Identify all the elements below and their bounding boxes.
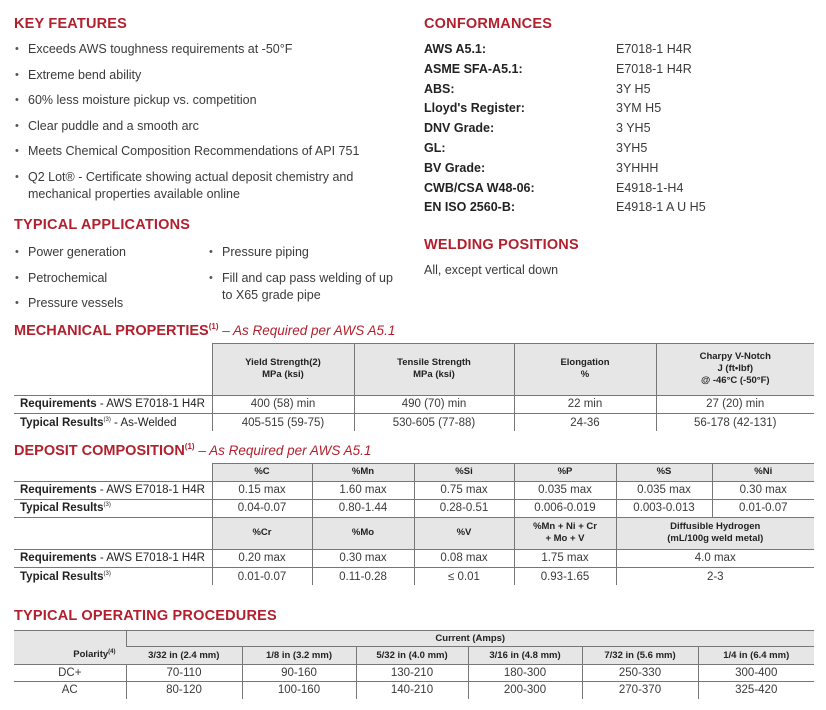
conformance-standard: BV Grade: <box>424 160 486 175</box>
conformance-value: 3 YH5 <box>616 121 651 136</box>
current-cell: 70-110 <box>126 665 242 682</box>
conformance-value: 3YH5 <box>616 140 648 155</box>
operating-procedures-title: TYPICAL OPERATING PROCEDURES <box>14 608 277 624</box>
current-cell: 325-420 <box>698 682 814 699</box>
conformance-row <box>424 179 814 199</box>
current-cell: 200-300 <box>468 682 582 699</box>
list-item: • 60% less moisture pickup vs. competition <box>14 92 414 109</box>
typical-applications-title: TYPICAL APPLICATIONS <box>14 217 191 233</box>
conformance-row <box>424 40 814 60</box>
conformance-standard: GL: <box>424 140 446 155</box>
key-features-section <box>14 16 414 211</box>
table-row: Typical Results$^{(3)}$ - As-Welded 405-515 (59-75) 530-605 (77-88) 24-36 56-178 (42-131) <box>14 413 814 431</box>
list-item: • Power generation <box>14 244 208 261</box>
current-cell: 100-160 <box>242 682 356 699</box>
operating-procedures-table: Polarity$^{(4)}$ Current (Amps) 3/32 in (2.4 mm) 1/8 in (3.2 mm) 5/32 in (4.0 mm) 3/16 in (4.8 mm) 7/32 in (5.6 mm) 1/4 in (6.4 mm) DC+ 70-110 90-160 130-210 180-300 250-330 300-400 AC 80-120 100-160 140-210 200-300 270-370 325-420 <box>14 630 814 699</box>
conformance-row <box>424 139 814 159</box>
column-header: 5/32 in (4.0 mm) <box>356 647 468 665</box>
conformances-title: CONFORMANCES <box>424 16 553 32</box>
deposit-composition-section <box>14 442 814 585</box>
table-row: Requirements - AWS E7018-1 H4R 0.15 max 1.60 max 0.75 max 0.035 max 0.035 max 0.30 max <box>14 481 814 499</box>
list-item: • Exceeds AWS toughness requirements at -50°F <box>14 41 414 58</box>
current-cell: 250-330 <box>582 665 698 682</box>
list-item: • Extreme bend ability <box>14 67 414 84</box>
table-row: Requirements - AWS E7018-1 H4R 0.20 max 0.30 max 0.08 max 1.75 max 4.0 max <box>14 549 814 567</box>
deposit-composition-title: DEPOSIT COMPOSITION$^{(1)}$ – As Required per AWS A5.1 <box>14 442 372 459</box>
column-header: Diffusible Hydrogen (mL/100g weld metal) <box>616 517 814 549</box>
list-item: • Q2 Lot® - Certificate showing actual deposit chemistry and mechanical properties available online <box>14 169 414 203</box>
current-cell: 80-120 <box>126 682 242 699</box>
column-header: Charpy V-Notch J (ft•lbf) @ -46°C (-50°F) <box>656 343 814 395</box>
list-item: • Pressure vessels <box>14 295 208 312</box>
current-cell: 140-210 <box>356 682 468 699</box>
column-header: %Mn + Ni + Cr + Mo + V <box>514 517 616 549</box>
column-header: 1/8 in (3.2 mm) <box>242 647 356 665</box>
mechanical-properties-section <box>14 322 814 431</box>
conformance-row <box>424 80 814 100</box>
table-row <box>14 682 814 699</box>
current-cell: 130-210 <box>356 665 468 682</box>
conformance-standard: EN ISO 2560-B: <box>424 200 516 215</box>
conformance-value: E7018-1 H4R <box>616 42 692 56</box>
current-cell: 270-370 <box>582 682 698 699</box>
conformance-value: 3YM H5 <box>616 101 662 116</box>
conformance-value: E4918-1 A U H5 <box>616 200 706 215</box>
conformances-list <box>424 40 814 218</box>
table-row: Requirements - AWS E7018-1 H4R 400 (58) min 490 (70) min 22 min 27 (20) min <box>14 395 814 413</box>
welding-positions-text: All, except vertical down <box>424 263 559 277</box>
operating-procedures-section <box>14 608 814 699</box>
welding-positions-title: WELDING POSITIONS <box>424 237 579 253</box>
typical-applications-section <box>14 217 414 321</box>
list-item: • Fill and cap pass welding of up to X65 grade pipe <box>208 270 398 304</box>
mechanical-properties-title: MECHANICAL PROPERTIES$^{(1)}$ – As Required per AWS A5.1 <box>14 322 396 339</box>
column-header: Tensile Strength MPa (ksi) <box>354 343 514 395</box>
table-row: Typical Results$^{(3)}$ 0.01-0.07 0.11-0.28 ≤ 0.01 0.93-1.65 2-3 <box>14 567 814 585</box>
column-header: 7/32 in (5.6 mm) <box>582 647 698 665</box>
conformance-standard: Lloyd's Register: <box>424 101 525 116</box>
current-cell: 90-160 <box>242 665 356 682</box>
mechanical-properties-table <box>14 343 814 432</box>
welding-positions-section <box>424 237 814 277</box>
conformance-value: 3YHHH <box>616 160 659 175</box>
key-features-list <box>14 41 414 203</box>
polarity-cell: DC+ <box>14 665 126 682</box>
column-header: 3/16 in (4.8 mm) <box>468 647 582 665</box>
list-item: • Meets Chemical Composition Recommendations of API 751 <box>14 143 414 160</box>
conformance-standard: CWB/CSA W48-06: <box>424 180 535 195</box>
column-header: Elongation % <box>514 343 656 395</box>
deposit-composition-table: %C %Mn %Si %P %S %Ni Requirements - AWS E7018-1 H4R 0.15 max 1.60 max 0.75 max 0.035 max 0.035 max 0.30 max Typical Results$^{(3)}$ 0.04-0.07 0.80-1.44 0.28-0.51 0.006-0.019 0.003-0.013 0.01-0.07 %Cr %Mo %V %Mn + Ni + Cr + Mo + V Diffusible Hydrogen (mL/100g weld metal) Requirements - AWS E7018-1 H4R 0.20 max 0.30 max 0.08 max 1.75 max 4.0 max Typical Results$^{(3)}$ 0.01-0.07 0.11-0.28 ≤ 0.01 0.93-1.65 2-3 <box>14 463 814 586</box>
table-row <box>14 665 814 682</box>
key-features-title: KEY FEATURES <box>14 16 128 32</box>
conformance-standard: ASME SFA-A5.1: <box>424 61 523 76</box>
conformance-row <box>424 60 814 80</box>
current-cell: 300-400 <box>698 665 814 682</box>
list-item: • Pressure piping <box>208 244 398 261</box>
conformance-row <box>424 198 814 218</box>
current-cell: 180-300 <box>468 665 582 682</box>
table-row: Typical Results$^{(3)}$ 0.04-0.07 0.80-1.44 0.28-0.51 0.006-0.019 0.003-0.013 0.01-0.07 <box>14 499 814 517</box>
list-item: • Petrochemical <box>14 270 208 287</box>
conformance-standard: ABS: <box>424 81 455 96</box>
conformance-value: E7018-1 H4R <box>616 61 692 76</box>
conformance-row <box>424 119 814 139</box>
conformance-standard: DNV Grade: <box>424 121 495 136</box>
applications-col-2 <box>208 244 398 321</box>
conformance-row <box>424 99 814 119</box>
polarity-cell: AC <box>14 682 126 699</box>
column-header: Yield Strength(2) MPa (ksi) <box>212 343 354 395</box>
column-header: 3/32 in (2.4 mm) <box>126 647 242 665</box>
list-item: • Clear puddle and a smooth arc <box>14 118 414 135</box>
conformance-standard: AWS A5.1: <box>424 42 487 56</box>
conformance-value: E4918-1-H4 <box>616 180 684 195</box>
conformance-value: 3Y H5 <box>616 81 651 96</box>
column-header: 1/4 in (6.4 mm) <box>698 647 814 665</box>
conformance-row <box>424 159 814 179</box>
conformances-section <box>424 16 814 218</box>
applications-col-1 <box>14 244 208 321</box>
